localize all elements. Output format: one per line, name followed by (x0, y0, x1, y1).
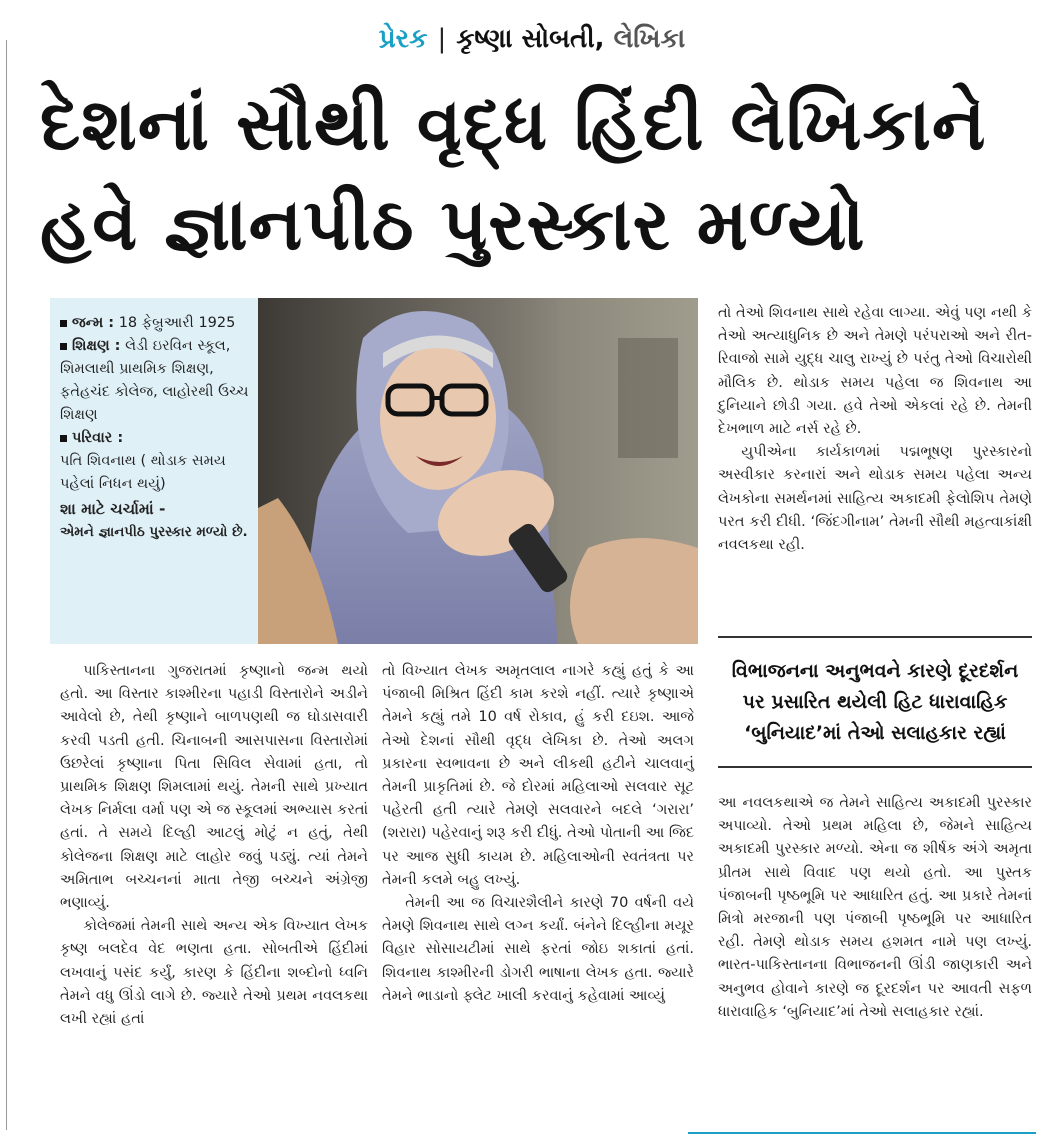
paragraph: તેમની આ જ વિચારશૈલીને કારણે 70 વર્ષની વયે તેમણે શિવનાથ સાથે લગ્ન કર્યાં. બંનેને દિલ્હીના મયૂર વિહાર સોસાયટીમાં સાથે ફરતાં જોઇ શકાતાં હતાં. શિવનાથ કાશ્મીરની ડોગરી ભાષાના લેખક હતા. જ્યારે તેમને ભાડાનો ફ્લેટ ખાલી કરવાનું કહેવામાં આવ્યું (382, 895, 694, 1004)
birth-label: જન્મ : (72, 315, 115, 331)
why-in-news-label: શા માટે ચર્ચામાં - (60, 500, 166, 518)
bullet-square-icon (60, 435, 67, 442)
kicker-tag: પ્રેરક (378, 24, 428, 54)
left-column-rule (6, 40, 7, 1130)
column-3 (718, 792, 1032, 1024)
infobox-education (60, 335, 250, 427)
family-value: પતિ શિવનાથ ( થોડાક સમય પહેલાં નિધન થયું) (60, 453, 226, 492)
headline-line-2: હવે જ્ઞાનપીઠ પુરસ્કાર મળ્યો (40, 182, 866, 266)
column-1 (60, 660, 368, 1031)
author-photo-illustration (258, 298, 698, 644)
profile-infobox (50, 298, 258, 644)
column-2 (382, 660, 694, 1008)
kicker-separator: | (437, 24, 447, 54)
infobox-family-label-row (60, 427, 250, 450)
paragraph: કોલેજમાં તેમની સાથે અન્ય એક વિખ્યાત લેખક કૃષ્ણ બલદેવ વેદ ભણતા હતા. સોબતીએ હિંદીમાં લખવાનું પસંદ કર્યું, કારણ કે હિંદીના શબ્દોનો ધ્વનિ તેમને વધુ ઊંડો લાગે છે. જ્યારે તેઓ પ્રથમ નવલકથા લખી રહ્યાં હતાં (60, 918, 368, 1028)
education-label: શિક્ષણ : (72, 338, 121, 354)
paragraph: યુપીએના કાર્યકાળમાં પદ્મભૂષણ પુરસ્કારનો અસ્વીકાર કરનારાં અને થોડાક સમય પહેલા અન્ય લેખકોના સમર્થનમાં સાહિત્ય અકાદમી ફેલોશિપ તેમણે પરત કરી દીધી. ‘જિંદગીનામ’ તેમની સૌથી મહત્વાકાંક્ષી નવલકથા રહી. (718, 444, 1032, 554)
author-photo (258, 298, 698, 644)
paragraph: તો તેઓ શિવનાથ સાથે રહેવા લાગ્યા. એવું પણ નથી કે તેઓ અત્યાધુનિક છે અને તેમણે પરંપરાઓ અને રીત-રિવાજો સામે યુદ્ધ ચાલુ રાખ્યું છે પરંતુ તેઓ વિચારોથી મૌલિક છે. થોડાક સમય પહેલા જ શિવનાથ આ દુનિયાને છોડી ગયા. હવે તેઓ એકલાં રહે છે. તેમની દેખભાળ માટે નર્સ રહે છે. (718, 305, 1032, 438)
paragraph: તો વિખ્યાત લેખક અમૃતલાલ નાગરે કહ્યું હતું કે આ પંજાબી મિશ્રિત હિંદી કામ કરશે નહીં. ત્યારે કૃષ્ણાએ તેમને કહ્યું તમે 10 વર્ષ રોકાવ, હું કરી દઇશ. આજે તેઓ દેશનાં સૌથી વૃદ્ધ લેખિકા છે. તેઓ અલગ પ્રકારના સ્વભાવના છે અને લીકથી હટીને ચાલવાનું તેમની પ્રાકૃતિમાં છે. જે દોરમાં મહિલાઓ સલવાર સૂટ પહેરતી હતી ત્યારે તેમણે સલવારને બદલે ‘ગરારા’ (શરારા) પહેરવાનું શરૂ કરી દીધું. તેઓ પોતાની આ જિદ પર આજ સુધી કાયમ છે. મહિલાઓની સ્વતંત્રતા પર તેમની કલમે બહુ લખ્યું. (382, 663, 694, 888)
headline (40, 74, 1050, 274)
paragraph: પાકિસ્તાનના ગુજરાતમાં કૃષ્ણાનો જન્મ થયો હતો. આ વિસ્તાર કાશ્મીરના પહાડી વિસ્તારોને અડીને આવેલો છે, તેથી કૃષ્ણાને બાળપણથી જ ઘોડાસવારી કરવી પડતી હતી. ચિનાબની આસપાસના વિસ્તારોમાં ઉછરેલાં કૃષ્ણાના પિતા સિવિલ સેવામાં હતા, તો પ્રાથમિક શિક્ષણ શિમલામાં થયું. તેમની સાથે પ્રખ્યાત લેખક નિર્મલા વર્મા પણ એ જ સ્કૂલમાં અભ્યાસ કરતાં હતાં. તે સમયે દિલ્હી આટલું મોટું ન હતું, તેથી કોલેજના શિક્ષણ માટે લાહોર જવું પડ્યું. ત્યાં તેમને અમિતાભ બચ્ચનનાં માતા તેજી બચ્ચને અંગ્રેજી ભણાવ્યું. (60, 663, 368, 912)
bullet-square-icon (60, 343, 67, 350)
author-role: લેખિકા (613, 24, 686, 54)
column-right-top (718, 302, 1032, 557)
paragraph: આ નવલકથાએ જ તેમને સાહિત્ય અકાદમી પુરસ્કાર અપાવ્યો. તેઓ પ્રથમ મહિલા છે, જેમને સાહિત્ય અકાદમી પુરસ્કાર મળ્યો. એના જ શીર્ષક અંગે અમૃતા પ્રીતમ સાથે વિવાદ પણ થયો હતો. આ પુસ્તક પંજાબની પૃષ્ઠભૂમિ પર આધારિત હતું. આ પ્રકારે તેમનાં મિત્રો મરજાની પણ પંજાબી પૃષ્ઠભૂમિ પર આધારિત રહી. તેમણે થોડાક સમય હશમત નામે પણ લખ્યું. ભારત-પાકિસ્તાનના વિભાજનની ઊંડી જાણકારી અને અનુભવ હોવાને કારણે જ દૂરદર્શન પર આવતી સફળ ધારાવાહિક ‘બુનિયાદ’માં તેઓ સલાહકાર રહ્યાં. (718, 795, 1032, 1020)
kicker (0, 24, 1064, 55)
author-name: કૃષ્ણા સોબતી, (456, 24, 605, 54)
pull-quote (718, 636, 1032, 768)
education-value: લેડી ઇરવિન સ્કૂલ, શિમલાથી પ્રાથમિક શિક્ષણ, ફતેહચંદ કોલેજ, લાહોરથી ઉચ્ચ શિક્ષણ (60, 338, 249, 423)
bottom-accent-rule (688, 1132, 1036, 1134)
birth-value: 18 ફેબ્રુઆરી 1925 (118, 315, 236, 331)
why-in-news-value: એમને જ્ઞાનપીઠ પુરસ્કાર મળ્યો છે. (60, 524, 248, 540)
infobox-birth (60, 312, 250, 335)
family-label: પરિવાર : (72, 430, 124, 446)
pull-quote-text: વિભાજનના અનુભવને કારણે દૂરદર્શન પર પ્રસારિત થયેલી હિટ ધારાવાહિક ‘બુનિયાદ’માં તેઓ સલાહકાર રહ્યાં (731, 659, 1019, 744)
bullet-square-icon (60, 320, 67, 327)
headline-line-1: દેશનાં સૌથી વૃદ્ધ હિંદી લેખિકાને (40, 82, 987, 166)
